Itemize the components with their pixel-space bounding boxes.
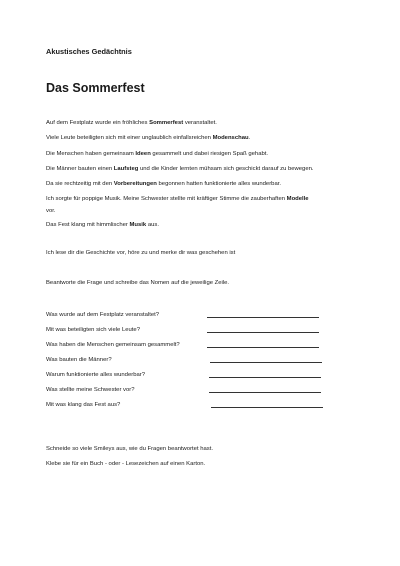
answer-line [207,332,319,333]
answer-line [211,407,323,408]
story-line [46,165,314,173]
story-keyword: Sommerfest [149,120,184,126]
question-text: Was stellte meine Schwester vor? [46,387,135,393]
story-keyword: Vorbereitungen [113,181,157,187]
worksheet-subtitle: Akustisches Gedächtnis [46,47,132,56]
story-line [46,119,217,127]
story-text-run: vor. [46,208,56,214]
question-text: Was bauten die Männer? [46,357,112,363]
worksheet-title: Das Sommerfest [46,81,145,95]
answer-line [209,377,321,378]
story-text-run: Viele Leute beteiligten sich mit einer unglaublich einfallsreichen [46,135,213,141]
story-text-run: Das Fest klang mit himmlischer [46,222,130,228]
story-line [46,180,281,188]
story-keyword: Modelle [286,196,309,202]
story-text-run: aus. [146,222,159,228]
instruction-listen: Ich lese dir die Geschichte vor, höre zu und merke dir was geschehen ist [46,250,236,256]
question-text: Was haben die Menschen gemeinsam gesammelt? [46,342,180,348]
instruction-glue: Klebe sie für ein Buch - oder - Lesezeichen auf einen Karton. [46,461,206,467]
answer-line [207,317,319,318]
story-text-run: gesammelt und dabei riesigen Spaß gehabt. [150,151,269,157]
answer-line [209,392,321,393]
story-line [46,207,56,215]
story-text-run: Auf dem Festplatz wurde ein fröhliches [46,120,150,126]
instruction-answer: Beantworte die Frage und schreibe das Nomen auf die jeweilige Zeile. [46,280,230,286]
story-text-run: und die Kinder lernten mühsam sich geschickt darauf zu bewegen. [138,166,314,172]
story-text-run: Die Menschen haben gemeinsam [46,151,136,157]
story-keyword: Musik [129,222,147,228]
story-line [46,134,250,142]
story-line [46,221,159,229]
question-text: Mit was klang das Fest aus? [46,402,121,408]
question-text: Warum funktionierte alles wunderbar? [46,372,145,378]
story-keyword: Ideen [135,151,151,157]
question-text: Mit was beteiligten sich viele Leute? [46,327,140,333]
story-text-run: begonnen hatten funktionierte alles wunderbar. [156,181,281,187]
answer-line [210,362,322,363]
answer-line [207,347,319,348]
question-text: Was wurde auf dem Festplatz veranstaltet? [46,312,160,318]
story-text-run: Da sie rechtzeitig mit den [46,181,114,187]
story-keyword: Modenschau [212,135,249,141]
story-text-run: Ich sorgte für poppige Musik. Meine Schwester stellte mit kräftiger Stimme die zauberhaften [46,196,287,202]
story-line [46,150,268,158]
instruction-cut: Schneide so viele Smileys aus, wie du Fragen beantwortet hast. [46,446,213,452]
story-text-run: Die Männer bauten einen [46,166,114,172]
story-line [46,195,309,203]
story-text-run: veranstaltet. [183,120,217,126]
story-keyword: Laufsteg [113,166,139,172]
story-text-run: . [248,135,251,141]
